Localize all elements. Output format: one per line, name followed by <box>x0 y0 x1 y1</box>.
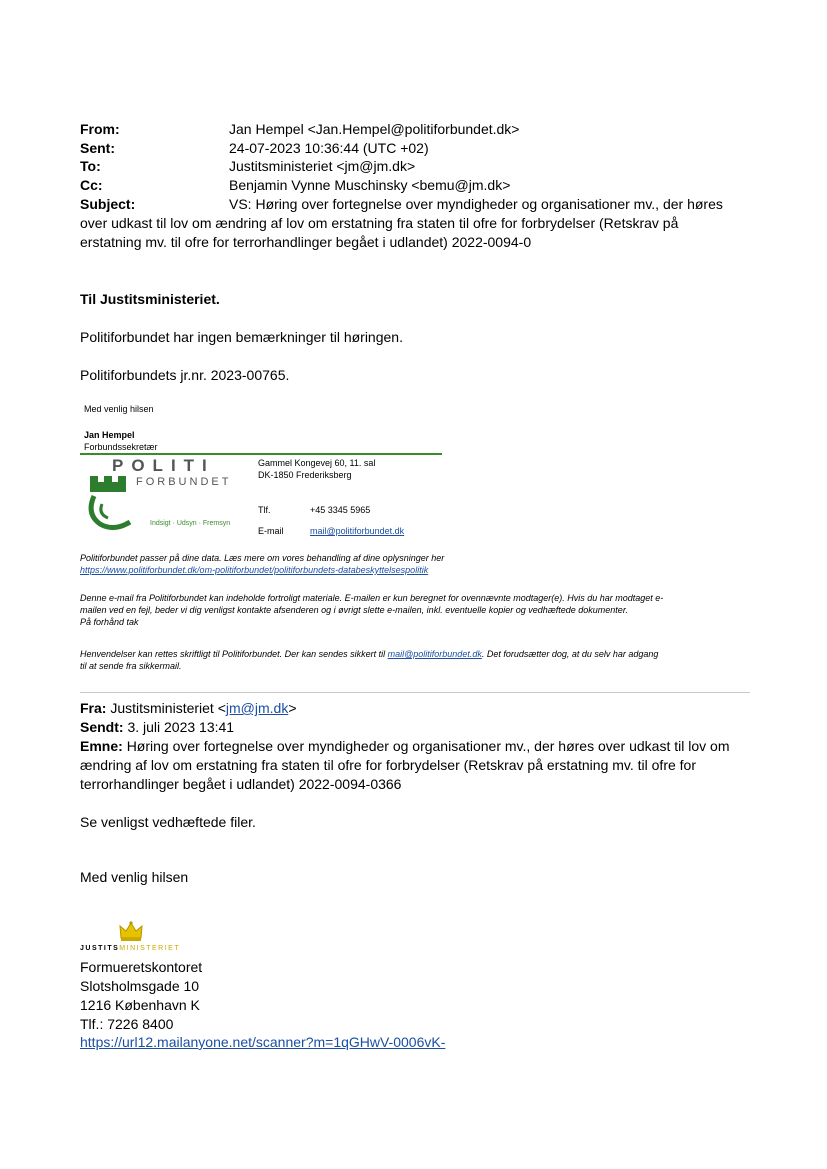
politiforbundet-logo <box>84 456 254 536</box>
inquiry-text-b: . Det forudsætter dog, at du selv har adgang <box>481 649 659 659</box>
reply-line-2: Politiforbundets jr.nr. 2023-00765. <box>80 367 290 383</box>
fwd-sent-row <box>80 718 234 737</box>
inquiry-email-link[interactable]: mail@politiforbundet.dk <box>387 649 482 659</box>
fwd-subject-line-1: Høring over fortegnelse over myndigheder og organisationer mv., der høres over udkast til lov om <box>126 738 730 754</box>
fwd-sent-label: Sendt: <box>80 719 124 735</box>
privacy-link[interactable]: https://www.politiforbundet.dk/om-politiforbundet/politiforbundets-databeskyttelsespolitik <box>80 565 429 575</box>
address-line-2: DK-1850 Frederiksberg <box>258 470 352 480</box>
reply-greeting: Til Justitsministeriet. <box>80 291 220 307</box>
signature-email-link[interactable]: mail@politiforbundet.dk <box>310 526 405 536</box>
reply-line-1: Politiforbundet har ingen bemærkninger til høringen. <box>80 329 403 345</box>
fwd-from-end: > <box>288 700 297 716</box>
logo-ministeriet: MINISTERIET <box>119 945 181 952</box>
logo-tagline: Indsigt · Udsyn · Fremsyn <box>150 520 231 527</box>
office-name: Formueretskontoret <box>80 959 203 975</box>
phone-value: +45 3345 5965 <box>310 505 371 515</box>
office-city: 1216 København K <box>80 997 200 1013</box>
confidential-line-2: mailen ved en fejl, beder vi dig venligst kontakte afsenderen og i øvrigt slette e-mailen, inkl. eventuelle kopier og vedhæftede dokumenter. <box>80 605 628 615</box>
fwd-sent-value: 3. juli 2023 13:41 <box>127 719 235 735</box>
office-phone: Tlf.: 7226 8400 <box>80 1016 174 1032</box>
fwd-from-label: Fra: <box>80 700 107 716</box>
fwd-subject-label: Emne: <box>80 738 123 754</box>
justitsministeriet-logo <box>80 945 180 952</box>
logo-word-forbundet: FORBUNDET <box>136 476 232 488</box>
from-value: Jan Hempel <Jan.Hempel@politiforbundet.dk> <box>229 121 520 137</box>
logo-justits: JUSTITS <box>80 945 120 952</box>
email-label: E-mail <box>258 526 284 536</box>
subject-value: VS: Høring over fortegnelse over myndigheder og organisationer mv., der høres over udkast til lov om ændring af lov om erstatning fra staten til ofre for forbrydelser (Retskrav på erstatning mv. til ofre for terrorhandlinger begået i udlandet) 2022-0094-0 <box>80 196 723 250</box>
sent-label: Sent: <box>80 140 115 156</box>
office-street: Slotsholmsgade 10 <box>80 978 200 994</box>
signature-closing: Med venlig hilsen <box>84 404 154 414</box>
to-row <box>0 157 827 176</box>
shield-icon <box>84 474 136 532</box>
scanner-link[interactable]: https://url12.mailanyone.net/scanner?m=1qGHwV-0006vK- <box>80 1034 446 1050</box>
inquiry-line-2: til at sende fra sikkermail. <box>80 661 182 671</box>
signature-name: Jan Hempel <box>84 430 135 440</box>
cc-value: Benjamin Vynne Muschinsky <bemu@jm.dk> <box>229 177 511 193</box>
signature-divider <box>80 453 442 455</box>
fwd-body: Se venligst vedhæftede filer. <box>80 814 256 830</box>
forward-separator <box>80 692 750 693</box>
to-label: To: <box>80 158 101 174</box>
from-label: From: <box>80 121 120 137</box>
from-row <box>0 120 827 139</box>
privacy-text: Politiforbundet passer på dine data. Læs mere om vores behandling af dine oplysninger her <box>80 553 445 563</box>
fwd-from-name: Justitsministeriet < <box>110 700 226 716</box>
subject-block <box>80 195 740 252</box>
fwd-from-email-link[interactable]: jm@jm.dk <box>225 700 289 716</box>
fwd-from-row <box>80 699 297 718</box>
sent-value: 24-07-2023 10:36:44 (UTC +02) <box>229 140 429 156</box>
inquiry-text-a: Henvendelser kan rettes skriftligt til Politiforbundet. Der kan sendes sikkert til <box>80 649 388 659</box>
confidential-line-3: På forhånd tak <box>80 617 139 627</box>
logo-word-politi: POLITI <box>112 456 215 475</box>
subject-label: Subject: <box>80 196 136 212</box>
crown-icon <box>118 920 144 942</box>
inquiry-line-1 <box>80 648 658 660</box>
to-value: Justitsministeriet <jm@jm.dk> <box>229 158 416 174</box>
cc-label: Cc: <box>80 177 103 193</box>
phone-label: Tlf. <box>258 505 271 515</box>
fwd-closing: Med venlig hilsen <box>80 869 189 885</box>
address-line-1: Gammel Kongevej 60, 11. sal <box>258 458 376 468</box>
fwd-subject-row <box>80 737 729 756</box>
fwd-subject-line-3: terrorhandlinger begået i udlandet) 2022-0094-0366 <box>80 776 402 792</box>
fwd-subject-line-2: ændring af lov om erstatning fra staten til ofre for forbrydelser (Retskrav på erstatning mv. til ofre for <box>80 757 696 773</box>
confidential-line-1: Denne e-mail fra Politiforbundet kan indeholde fortroligt materiale. E-mailen er kun beregnet for ovennævnte modtager(e). Hvis du har modtaget e- <box>80 593 664 603</box>
sent-row <box>0 139 827 158</box>
cc-row <box>0 176 827 195</box>
signature-title: Forbundssekretær <box>84 442 158 452</box>
